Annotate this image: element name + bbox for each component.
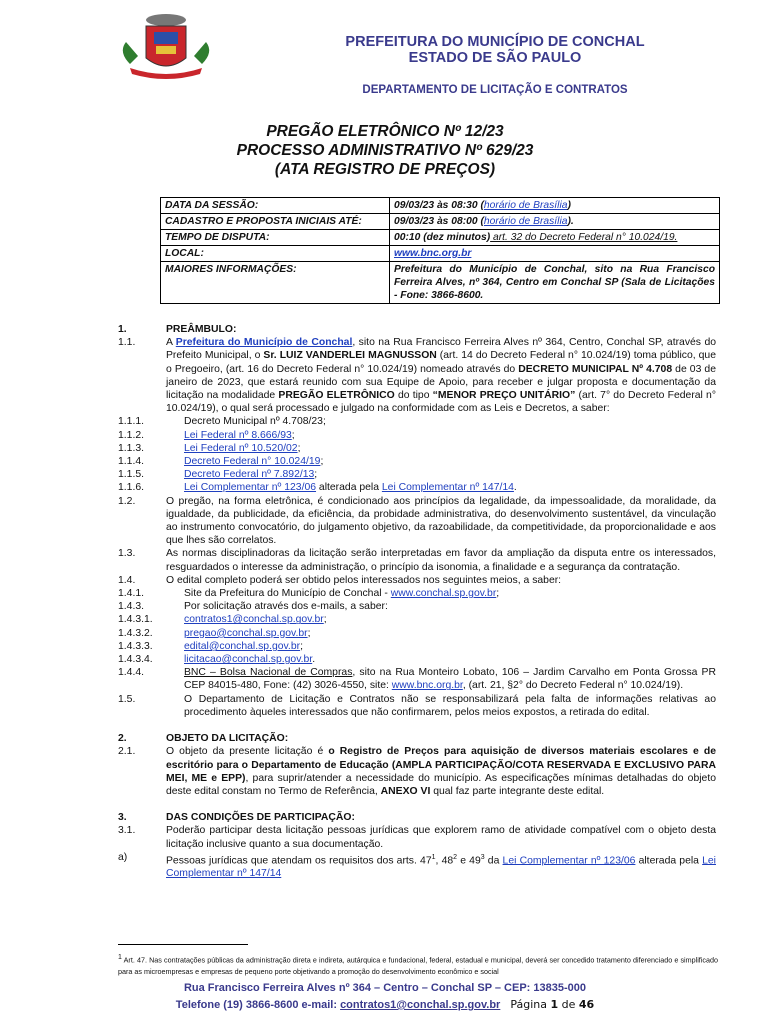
document-body	[118, 323, 716, 881]
info-key: LOCAL:	[161, 246, 390, 262]
decree-reference: art. 32 do Decreto Federal n° 10.024/19.	[490, 232, 678, 243]
info-row-location	[161, 246, 720, 262]
bnc-name: BNC – Bolsa Nacional de Compras	[184, 667, 353, 679]
paragraph: 1.3. As normas disciplinadoras da licitação serão interpretadas em favor da ampliação da disputa entre os interessados, resguardados o interesse da administração, o princípio da isonomia, a finalidade e a segurança da contratação.	[118, 548, 716, 573]
info-key: MAIORES INFORMAÇÕES:	[161, 262, 390, 304]
info-row-date	[161, 198, 720, 214]
list-item: 1.4.3.2. pregao@conchal.sp.gov.br;	[118, 627, 311, 639]
footer-email-link[interactable]: contratos1@conchal.sp.gov.br	[340, 999, 501, 1011]
section-heading: 2. OBJETO DA LICITAÇÃO:	[118, 733, 289, 745]
email-link[interactable]: edital@conchal.sp.gov.br	[184, 640, 301, 652]
decree-link[interactable]: Decreto Federal n° 10.024/19	[184, 456, 321, 468]
footer-address: Rua Francisco Ferreira Alves nº 364 – Centro – Conchal SP – CEP: 13835-000	[183, 982, 587, 994]
list-item: 1.1.3. Lei Federal nº 10.520/02;	[118, 442, 301, 454]
paragraph: a) Pessoas jurídicas que atendam os requisitos dos arts. $47^1$, $48^2$ e $49^3$ da Lei Complementar nº 123/06 alterada pela Lei Complementar nº 147/14	[118, 851, 716, 880]
info-key: TEMPO DE DISPUTA:	[161, 230, 390, 246]
law-link[interactable]: Lei Complementar nº 123/06	[184, 482, 317, 494]
document-title	[0, 122, 770, 179]
list-item: 1.4.1. Site da Prefeitura do Município de Conchal - www.conchal.sp.gov.br;	[118, 588, 500, 600]
list-item: 1.1.6. Lei Complementar nº 123/06 alterada pela Lei Complementar nº 147/14.	[118, 482, 517, 494]
list-item: 1.4.3.4. licitacao@conchal.sp.gov.br.	[118, 654, 316, 666]
list-item: 1.4.4. BNC – Bolsa Nacional de Compras, sito na Rua Monteiro Lobato, 106 – Jardim Carvalho em Ponta Grossa PR CEP 84015-480, Fone: (42) 3026-4550, site: www.bnc.org.br, (art. 21, §2° do Decreto Federal n° 10.024/19).	[118, 667, 716, 692]
paragraph: 1.1. A Prefeitura do Município de Conchal, sito na Rua Francisco Ferreira Alves nº 364, Centro, Conchal SP, através do Prefeito Municipal, o Sr. LUIZ VANDERLEI MAGNUSSON (art. 14 do Decreto Federal n° 10.024/19) toma público, que o Pregoeiro, (art. 16 do Decreto Federal n° 10.024/19) nomeado através do DECRETO MUNICIPAL Nº 4.708 de 03 de janeiro de 2023, que estará reunido com sua Equipe de Apoio, para receber e julgar proposta e documentação da licitação na modalidade PREGÃO ELETRÔNICO do tipo “MENOR PREÇO UNITÁRIO” (art. 7° do Decreto Federal n° 10.024/19), o qual será processado e julgado na conformidade com as Leis e Decretos, a saber:	[118, 337, 716, 415]
prefeitura-link[interactable]: Prefeitura do Município de Conchal	[175, 337, 353, 349]
paragraph: 1.4. O edital completo poderá ser obtido pelos interessados nos seguintes meios, a saber:	[118, 574, 562, 586]
info-row-more-info	[161, 262, 720, 304]
list-item: 1.4.3.1. contratos1@conchal.sp.gov.br;	[118, 614, 327, 626]
header-title	[110, 34, 770, 66]
paragraph: 2.1. O objeto da presente licitação é o Registro de Preços para aquisição de diversos materiais escolares e de escritório para o Departamento de Educação (AMPLA PARTICIPAÇÃO/COTA RESERVADA E EXCLUSIVO PARA MEI, ME e EPP), para suprir/atender a necessidade do município. As especificações mínimas detalhadas do objeto deste edital constam no Termo de Referência, ANEXO VI qual faz parte integrante deste edital.	[118, 746, 717, 797]
footnote: $^1$ Art. 47. Nas contratações públicas da administração direta e indireta, autárquica e fundacional, federal, estadual e municipal, deverá ser concedido tratamento diferenciado e simplificado para as microempresas e empresas de pequeno porte objetivando a promoção do desenvolvimento econômico e social	[118, 954, 718, 977]
law-link[interactable]: Lei Federal nº 10.520/02	[184, 442, 298, 454]
session-info-table	[160, 197, 720, 304]
bnc-site-link[interactable]: www.bnc.org.br	[391, 680, 463, 692]
title-line-1: PREGÃO ELETRÔNICO Nº 12/23	[266, 123, 504, 140]
page-number: Página 1 de 46	[510, 998, 595, 1011]
law-link[interactable]: Lei Complementar nº 123/06	[502, 855, 636, 867]
decree-link[interactable]: Decreto Federal nº 7.892/13	[184, 469, 315, 481]
title-line-3: (ATA REGISTRO DE PREÇOS)	[274, 161, 496, 178]
brasilia-time-link[interactable]: horário de Brasília	[483, 200, 568, 211]
info-row-dispute-time	[161, 230, 720, 246]
info-value: 09/03/23 às 08:00 (horário de Brasília).	[390, 214, 720, 230]
section-heading: 1. PREÂMBULO:	[118, 324, 237, 335]
paragraph: 1.2. O pregão, na forma eletrônica, é condicionado aos princípios da legalidade, da impessoalidade, da moralidade, da igualdade, da publicidade, da eficiência, da probidade administrativa, do desenvolvimento sustentável, da vinculação ao instrumento convocatório, do julgamento objetivo, da razoabilidade, da competitividade, da proporcionalidade e aos que lhes são correlatos.	[118, 495, 716, 547]
footer-contact: Telefone (19) 3866-8600 e-mail: contratos1@conchal.sp.gov.br Página 1 de 46	[175, 998, 595, 1011]
list-item: 1.1.1. Decreto Municipal nº 4.708/23;	[118, 416, 326, 428]
list-item: 1.4.3. Por solicitação através dos e-mails, a saber:	[118, 601, 388, 613]
info-row-registration	[161, 214, 720, 230]
footnote-divider	[118, 944, 248, 945]
email-link[interactable]: pregao@conchal.sp.gov.br	[184, 627, 308, 639]
department-name: DEPARTAMENTO DE LICITAÇÃO E CONTRATOS	[362, 84, 628, 96]
info-key: DATA DA SESSÃO:	[161, 198, 390, 214]
info-value: Prefeitura do Município de Conchal, sito na Rua Francisco Ferreira Alves, nº 364, Centro em Conchal SP (Sala de Licitações - Fone: 3866-8600.	[390, 262, 720, 304]
list-item: 1.1.4. Decreto Federal n° 10.024/19;	[118, 456, 324, 468]
list-item: 1.1.2. Lei Federal nº 8.666/93;	[118, 429, 295, 441]
section-heading: 3. DAS CONDIÇÕES DE PARTICIPAÇÃO:	[118, 812, 355, 824]
brasilia-time-link[interactable]: horário de Brasília	[483, 216, 568, 227]
info-value: 09/03/23 às 08:30 (horário de Brasília)	[390, 198, 720, 214]
info-value: 00:10 (dez minutos) art. 32 do Decreto Federal n° 10.024/19.	[390, 230, 720, 246]
list-item: 1.1.5. Decreto Federal nº 7.892/13;	[118, 469, 318, 481]
info-value	[390, 246, 720, 262]
header-line-1: PREFEITURA DO MUNICÍPIO DE CONCHAL	[345, 34, 645, 50]
header-line-2: ESTADO DE SÃO PAULO	[408, 50, 582, 66]
bnc-link[interactable]: www.bnc.org.br	[394, 248, 472, 259]
law-link[interactable]: Lei Federal nº 8.666/93	[184, 429, 292, 441]
law-link[interactable]: Lei Complementar nº 147/14	[381, 482, 514, 494]
paragraph: 1.5. O Departamento de Licitação e Contratos não se responsabilizará pela falta de informações relativas ao procedimento àqueles interessados que não confirmarem, pelos meios expostos, a retirada do edital.	[118, 693, 716, 718]
conchal-site-link[interactable]: www.conchal.sp.gov.br	[390, 588, 497, 600]
paragraph: 3.1. Poderão participar desta licitação pessoas jurídicas que explorem ramo de atividade compatível com o objeto desta licitação inclusive quanto a sua documentação.	[118, 825, 716, 850]
email-link[interactable]: contratos1@conchal.sp.gov.br	[184, 614, 324, 626]
info-key: CADASTRO E PROPOSTA INICIAIS ATÉ:	[161, 214, 390, 230]
email-link[interactable]: licitacao@conchal.sp.gov.br	[184, 654, 313, 666]
law-link[interactable]: Lei Complementar nº 147/14	[166, 855, 716, 880]
list-item: 1.4.3.3. edital@conchal.sp.gov.br;	[118, 640, 303, 652]
title-line-2: PROCESSO ADMINISTRATIVO Nº 629/23	[236, 142, 534, 159]
